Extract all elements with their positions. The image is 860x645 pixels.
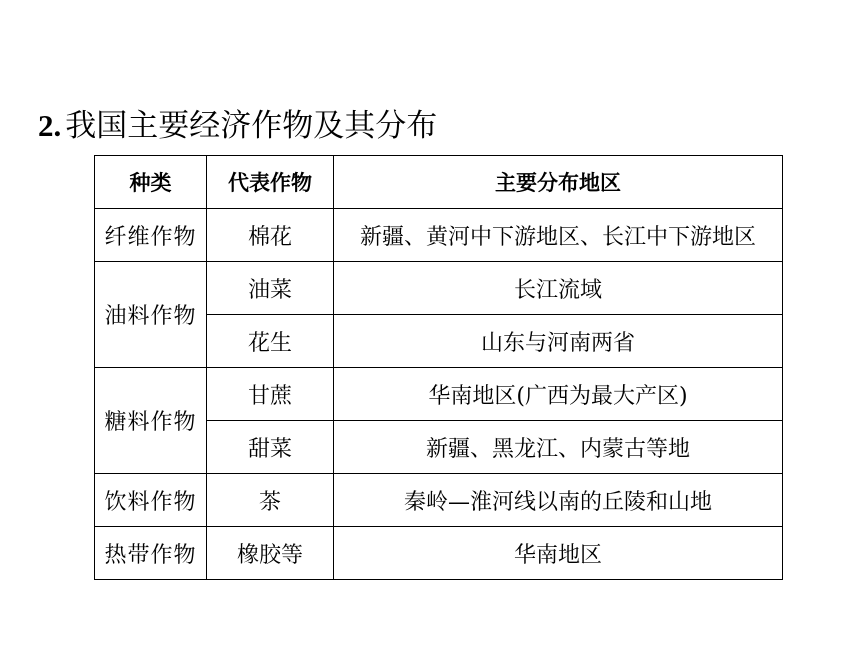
section-number-separator: . <box>53 108 62 143</box>
category-cell: 饮料作物 <box>95 474 207 527</box>
header-category: 种类 <box>95 156 207 209</box>
table-row <box>95 262 783 315</box>
table-row <box>95 474 783 527</box>
crop-cell: 橡胶等 <box>207 527 334 580</box>
regions-cell: 新疆、黄河中下游地区、长江中下游地区 <box>334 209 783 262</box>
header-main-regions: 主要分布地区 <box>334 156 783 209</box>
crop-cell: 甘蔗 <box>207 368 334 421</box>
regions-cell: 华南地区 <box>334 527 783 580</box>
crop-cell: 油菜 <box>207 262 334 315</box>
crop-cell: 茶 <box>207 474 334 527</box>
regions-cell: 秦岭—淮河线以南的丘陵和山地 <box>334 474 783 527</box>
table-row <box>95 527 783 580</box>
table-row <box>95 368 783 421</box>
economic-crops-table <box>94 155 783 580</box>
header-representative-crop: 代表作物 <box>207 156 334 209</box>
crop-cell: 花生 <box>207 315 334 368</box>
category-cell: 纤维作物 <box>95 209 207 262</box>
section-heading <box>38 104 437 148</box>
table-row <box>95 209 783 262</box>
regions-cell: 华南地区(广西为最大产区) <box>334 368 783 421</box>
regions-cell: 长江流域 <box>334 262 783 315</box>
category-cell: 热带作物 <box>95 527 207 580</box>
category-cell: 油料作物 <box>95 262 207 368</box>
table-header-row <box>95 156 783 209</box>
regions-cell: 山东与河南两省 <box>334 315 783 368</box>
category-cell: 糖料作物 <box>95 368 207 474</box>
crop-cell: 棉花 <box>207 209 334 262</box>
section-number: 2 <box>38 108 54 143</box>
section-title: 我国主要经济作物及其分布 <box>65 108 438 144</box>
regions-cell: 新疆、黑龙江、内蒙古等地 <box>334 421 783 474</box>
crop-cell: 甜菜 <box>207 421 334 474</box>
